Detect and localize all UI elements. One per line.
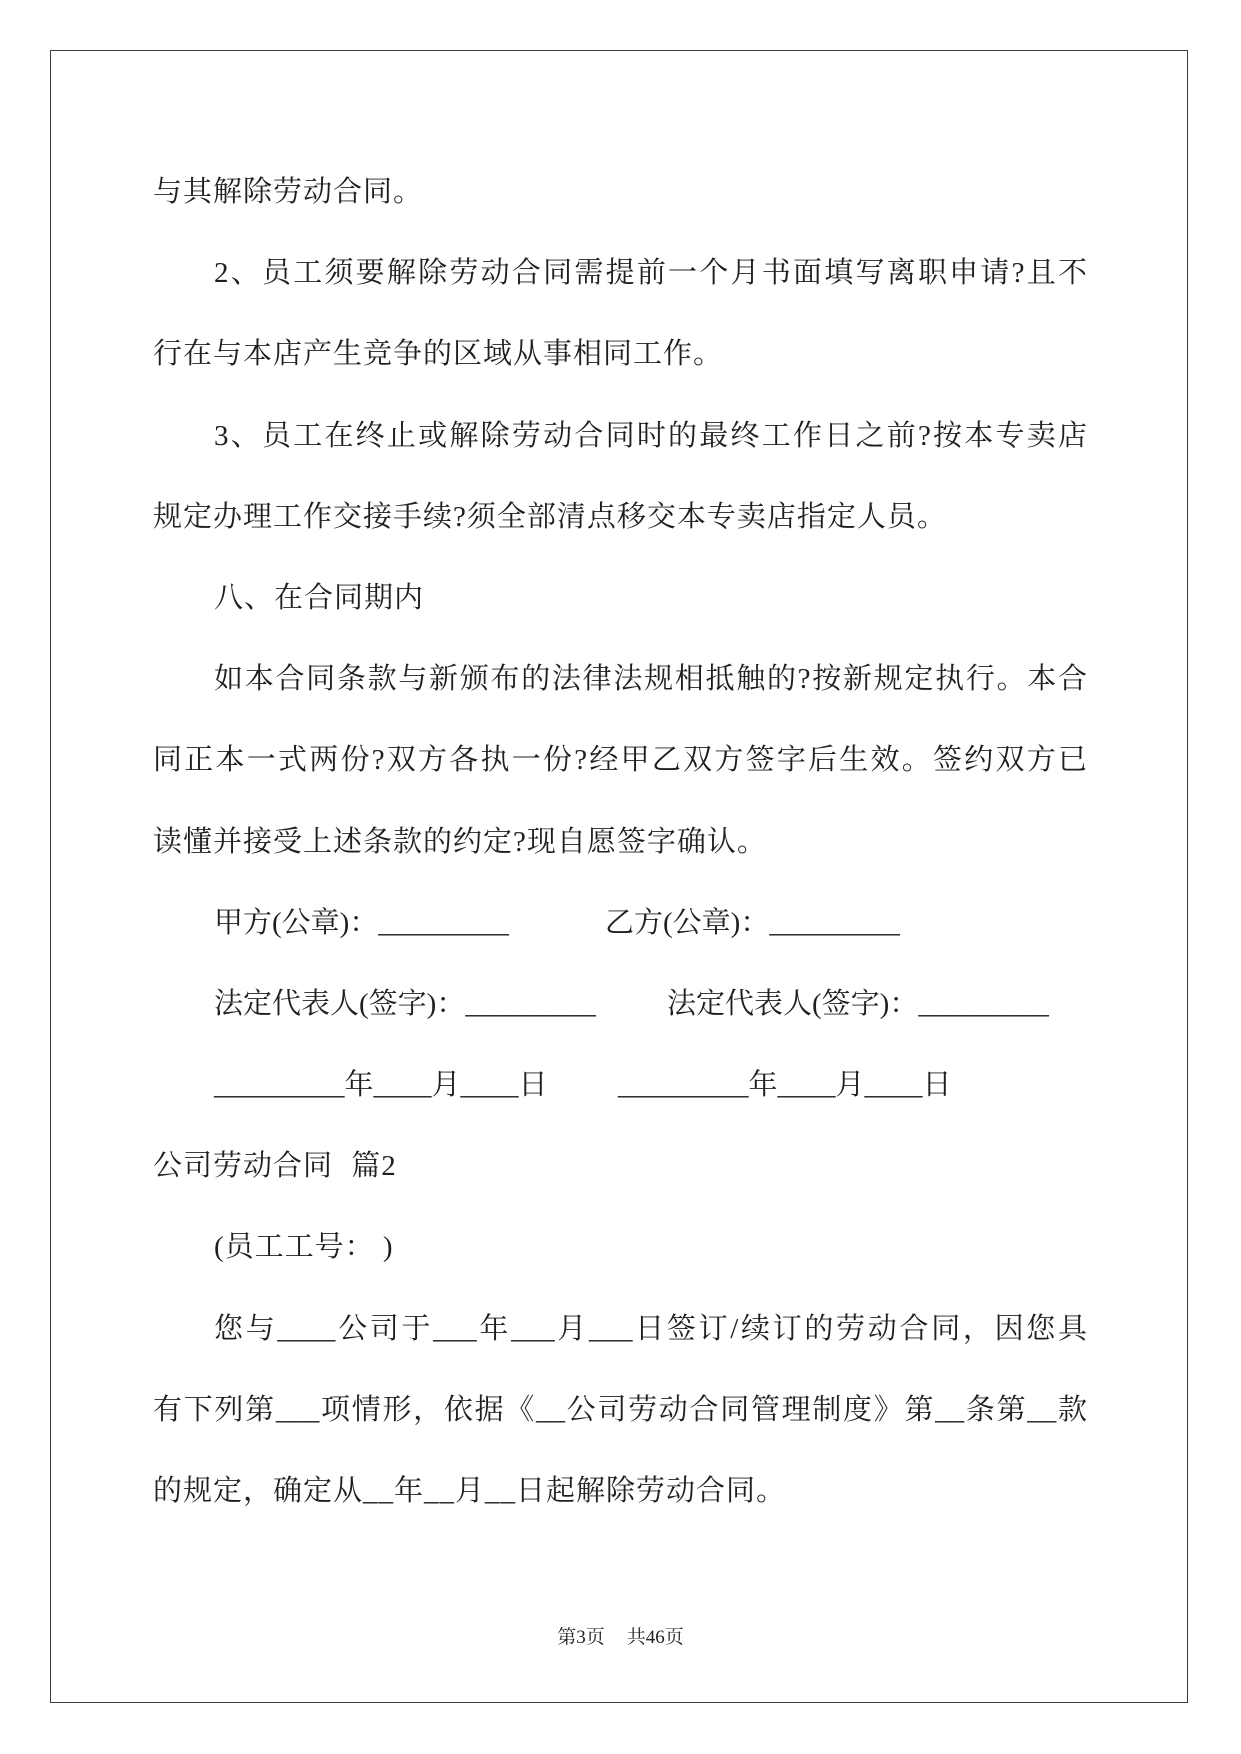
continued-text: 与其解除劳动合同。 xyxy=(153,176,424,208)
party-a-seal-field: 甲方(公章)：_________ xyxy=(214,906,509,939)
clause-2-line: 2、员工须要解除劳动合同需提前一个月书面填写离职申请?且不 xyxy=(214,257,1087,290)
page-footer xyxy=(0,1626,1241,1650)
current-page-indicator: 第3页 xyxy=(557,1627,605,1648)
section-8-body-line: 读懂并接受上述条款的约定?现自愿签字确认。 xyxy=(153,825,767,858)
signature-row-date xyxy=(153,1045,1087,1126)
clause-3-line: 规定办理工作交接手续?须全部清点移交本专卖店指定人员。 xyxy=(153,500,947,533)
document-body xyxy=(153,152,1087,1532)
party-b-date-field: _________年____月____日 xyxy=(618,1069,952,1102)
party-a-representative-field: 法定代表人(签字)：_________ xyxy=(214,987,596,1020)
party-b-representative-field: 法定代表人(签字)：_________ xyxy=(667,987,1049,1020)
signature-row-representative xyxy=(153,964,1087,1045)
contract-2-title: 公司劳动合同 篇2 xyxy=(153,1150,397,1183)
clause-3-line: 3、员工在终止或解除劳动合同时的最终工作日之前?按本专卖店 xyxy=(214,419,1087,452)
termination-notice-line: 有下列第___项情形，依据《__公司劳动合同管理制度》第__条第__款 xyxy=(153,1393,1087,1426)
total-pages-indicator: 共46页 xyxy=(626,1627,684,1648)
section-8-heading: 八、在合同期内 xyxy=(214,581,425,614)
employee-id-line: (员工工号： ) xyxy=(214,1231,394,1264)
termination-notice-line: 的规定，确定从__年__月__日起解除劳动合同。 xyxy=(153,1475,787,1507)
clause-2-line: 行在与本店产生竞争的区域从事相同工作。 xyxy=(153,338,724,371)
termination-notice-line: 您与____公司于___年___月___日签订/续订的劳动合同，因您具 xyxy=(214,1312,1087,1345)
party-a-date-field: _________年____月____日 xyxy=(214,1069,548,1102)
signature-row-seal xyxy=(153,883,1087,964)
section-8-body-line: 同正本一式两份?双方各执一份?经甲乙双方签字后生效。签约双方已 xyxy=(153,744,1087,777)
party-b-seal-field: 乙方(公章)：_________ xyxy=(605,906,900,939)
section-8-body-line: 如本合同条款与新颁布的法律法规相抵触的?按新规定执行。本合 xyxy=(214,663,1087,696)
